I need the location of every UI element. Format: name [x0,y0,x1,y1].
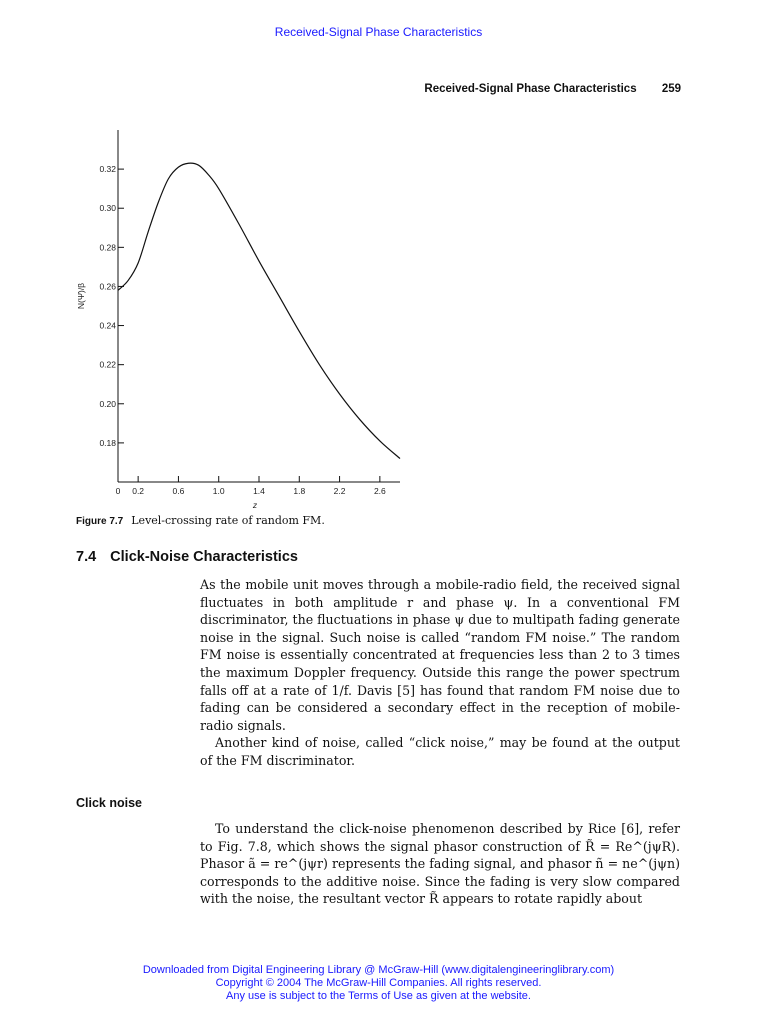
margin-note-click-noise: Click noise [76,796,142,810]
running-title: Received-Signal Phase Characteristics [424,83,637,95]
x-tick-label: 1.8 [293,486,306,496]
top-title-link[interactable]: Received-Signal Phase Characteristics [274,25,483,39]
y-tick-label: 0.18 [99,437,116,448]
y-tick-label: 0.20 [99,398,116,409]
footer-copyright: Copyright © 2004 The McGraw-Hill Companies. All rights reserved. [215,977,542,989]
body-text-block-2 [200,820,680,908]
figure-caption-text: Level-crossing rate of random FM. [131,514,325,527]
paragraph-2: Another kind of noise, called “click noise,” may be found at the output of the FM discriminator. [200,735,680,768]
x-tick-label: 0 [115,486,121,496]
x-tick-label: 1.4 [253,486,265,496]
body-text-block-1 [200,576,680,770]
x-tick-label: 2.2 [333,486,346,496]
x-tick-label: 0.2 [132,486,145,496]
y-axis-label: N(Ψ̇)/β [76,282,86,310]
section-number: 7.4 [76,549,97,565]
footer-download-link[interactable]: Downloaded from Digital Engineering Library @ McGraw-Hill (www.digitalengineeringlibrary.com) [142,964,615,976]
series-line [118,163,400,458]
x-tick-label: 1.0 [212,486,225,496]
section-title: Click-Noise Characteristics [110,549,298,565]
x-axis-label: z [252,500,258,510]
figure-caption [76,514,325,527]
page-number: 259 [661,83,681,95]
y-tick-label: 0.30 [99,203,116,214]
figure-label: Figure 7.7 [76,516,124,527]
footer [0,964,757,1003]
x-tick-label: 2.6 [373,486,386,496]
footer-terms-link[interactable]: Any use is subject to the Terms of Use as given at the website. [226,990,531,1002]
y-tick-label: 0.28 [99,242,116,253]
y-tick-label: 0.24 [99,320,116,331]
y-tick-label: 0.22 [99,359,116,370]
paragraph-3: To understand the click-noise phenomenon described by Rice [6], refer to Fig. 7.8, which shows the signal phasor construction of R̃ = Re^(jψR). Phasor ã = re^(jψr) represents the fading signal, and phasor ñ = ne^(jψn) corresponds to the additive noise. Since the fading is very slow compared with the noise, the resultant vector R̃ appears to rotate rapidly about [200,821,680,907]
y-tick-label: 0.32 [99,164,116,175]
level-crossing-chart [70,120,410,515]
section-heading [76,549,298,565]
paragraph-1: As the mobile unit moves through a mobile-radio field, the received signal fluctuates in both amplitude r and phase ψ. In a conventional FM discriminator, the fluctuations in phase ψ due to multipath fading generate noise in the signal. Such noise is called “random FM noise.” The random FM noise is essentially concentrated at frequencies less than 2 to 3 times the maximum Doppler frequency. Outside this range the power spectrum falls off at a rate of 1/f. Davis [5] has found that random FM noise due to fading can be considered a secondary effect in the reception of mobile-radio signals. [200,577,681,733]
running-header [424,83,681,95]
x-tick-label: 0.6 [172,486,185,496]
y-tick-label: 0.26 [99,281,116,292]
